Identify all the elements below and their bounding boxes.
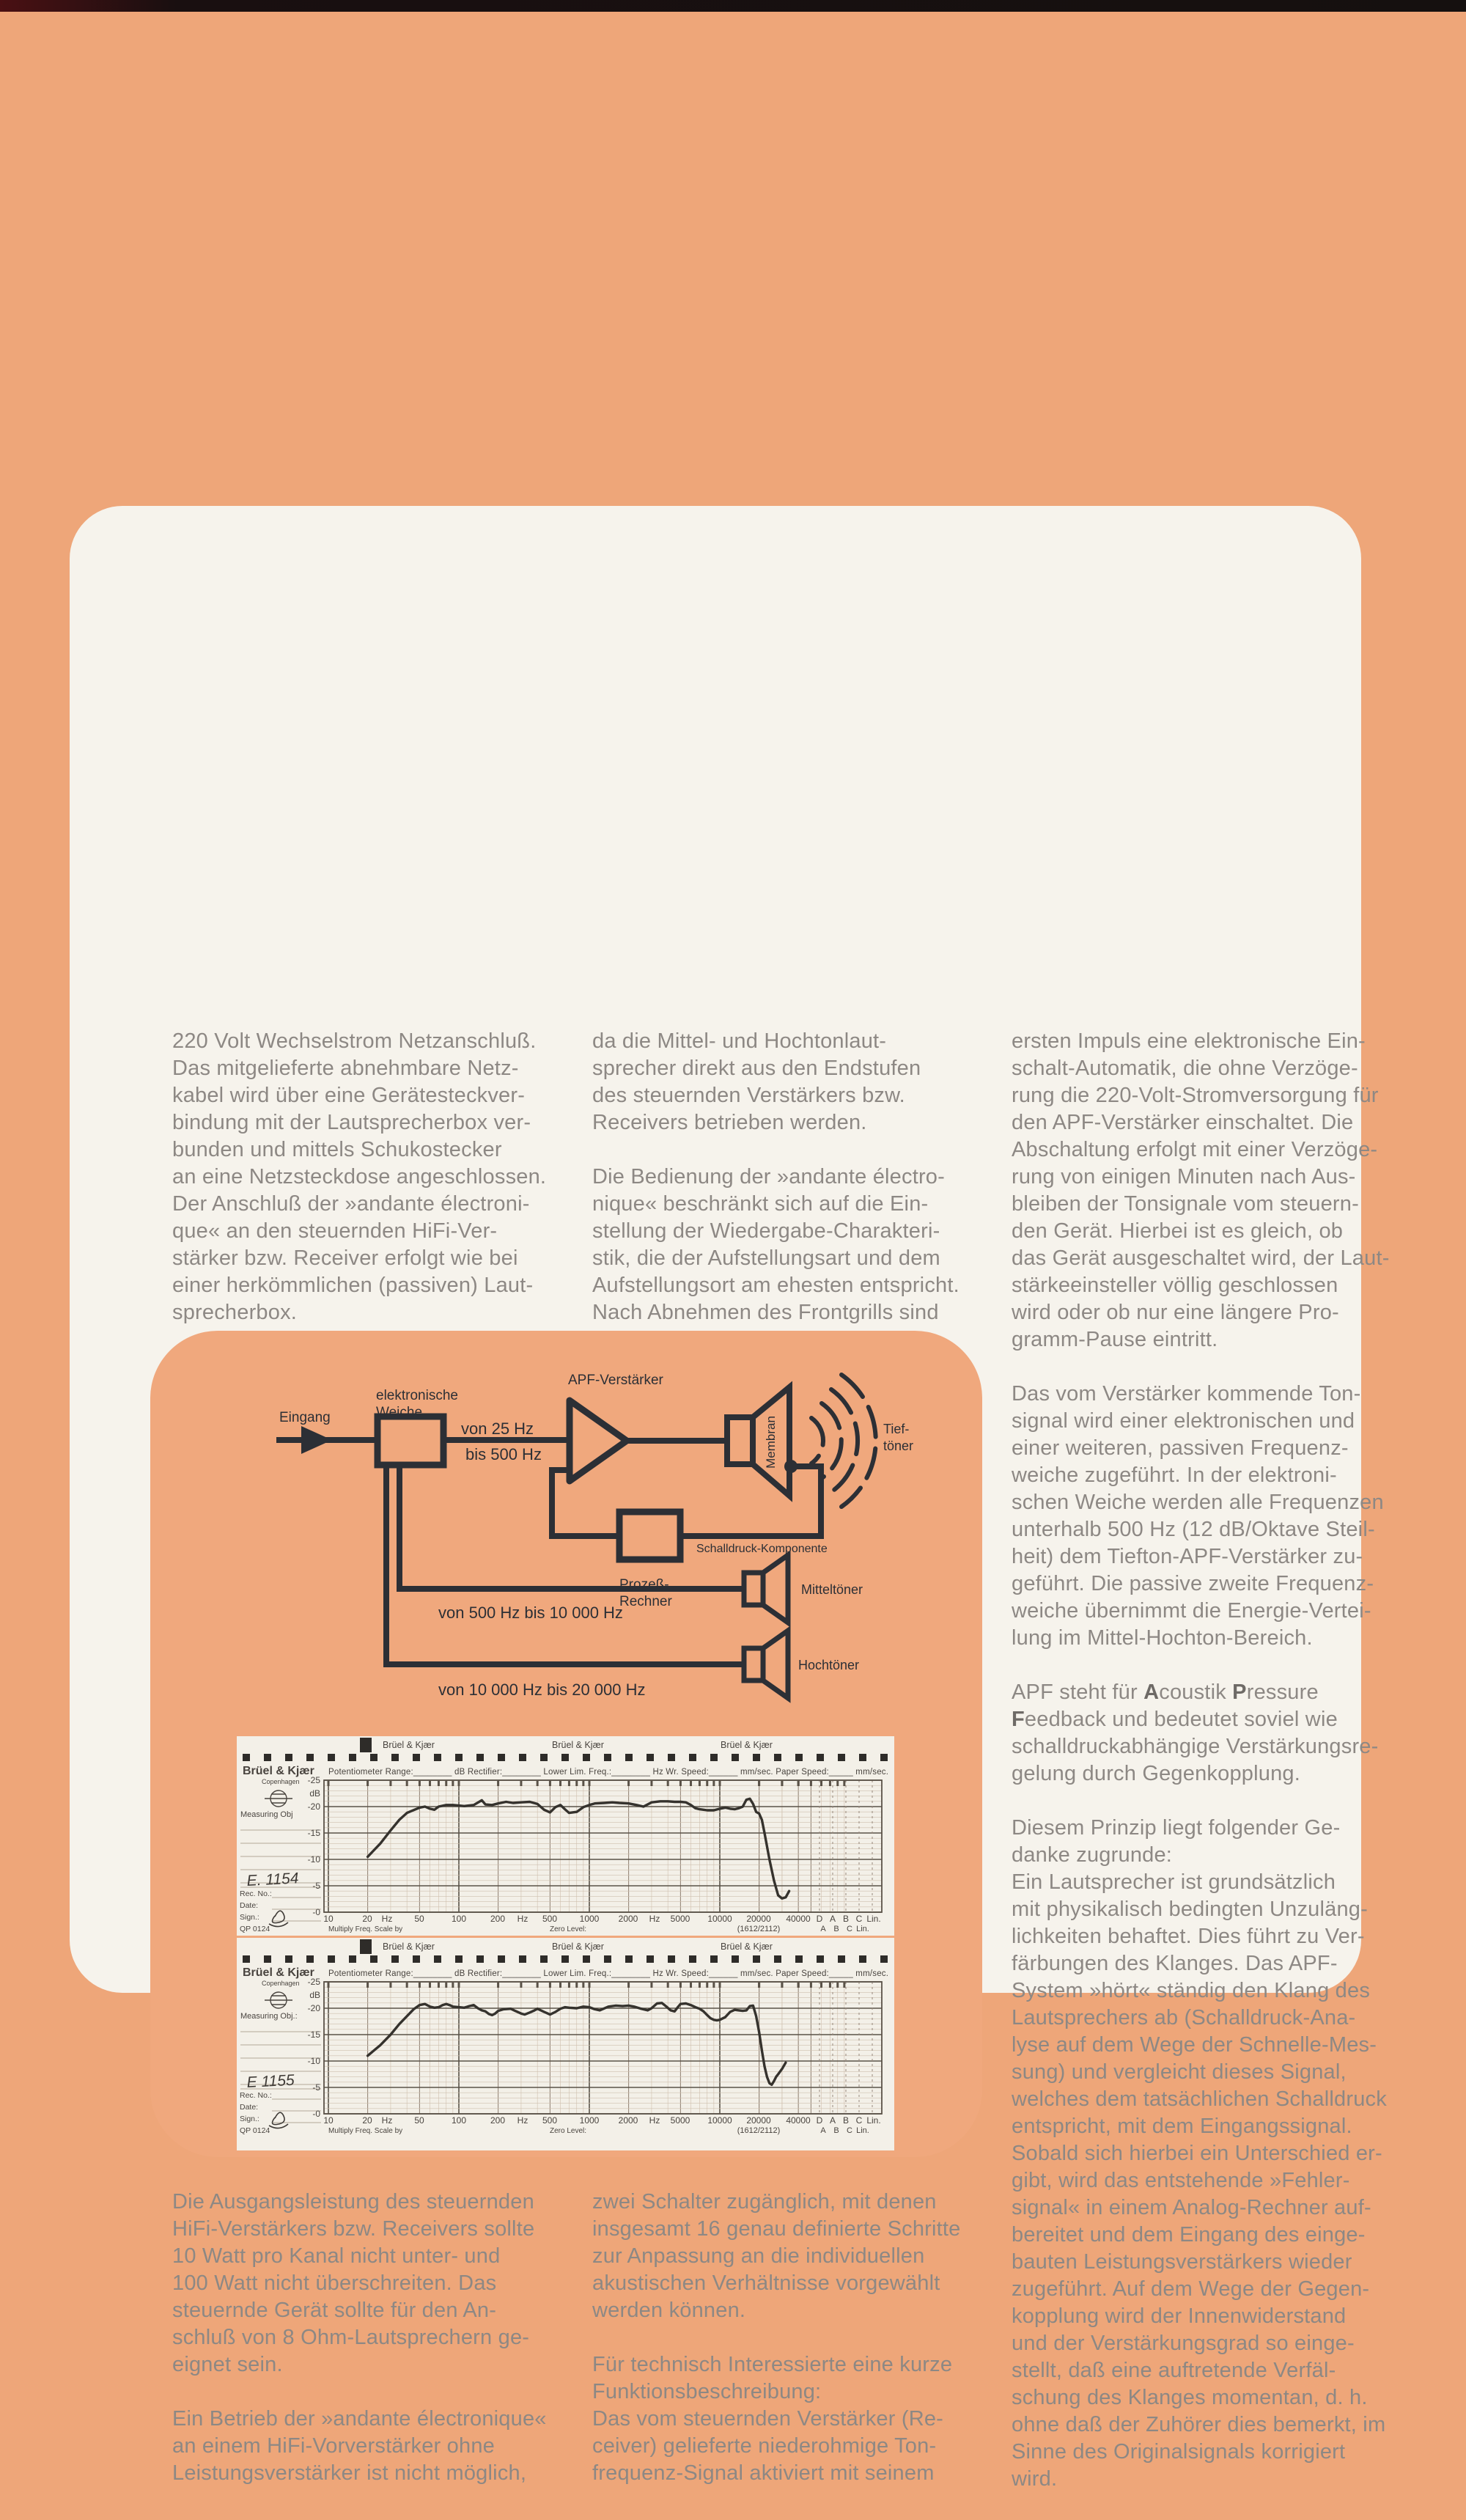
label-eingang: Eingang [279, 1410, 331, 1425]
label-apf: APF-Verstärker [568, 1373, 663, 1388]
brand-label: Brüel & Kjær [243, 1966, 314, 1979]
paragraph: Das vom Verstärker kommende Ton- signal wird einer elektronischen und einer weiteren, passiven Frequenz- weiche zugeführt. In der elektroni- schen Weiche werden alle Frequenzen unterhalb 500 Hz (12 dB/Oktave Steil- heit) dem Tiefton-APF-Verstärker zu- geführt. Die passive zweite Frequenz- weiche übernimmt die Energie-Vertei- lung im Mittel-Hochton-Bereich. [1012, 1382, 1384, 1650]
form-field-label: Rec. No.: [240, 1889, 272, 1898]
label-tief-1: Tief- [883, 1422, 910, 1436]
svg-text:-5: -5 [312, 1881, 320, 1891]
column-bottom-left [172, 2189, 587, 2514]
svg-text:Lin.: Lin. [866, 2115, 881, 2126]
svg-text:-0: -0 [312, 1907, 320, 1917]
svg-text:Hz: Hz [517, 1914, 528, 1924]
svg-text:Lin.: Lin. [856, 2126, 869, 2135]
content-sheet [70, 506, 1390, 2491]
svg-text:5000: 5000 [670, 1914, 690, 1924]
label-mitteltoener: Mitteltöner [801, 1582, 863, 1597]
form-number-label: QP 0124 [240, 1925, 270, 1933]
svg-text:-15: -15 [307, 1828, 320, 1838]
handwritten-id: E 1155 [246, 2071, 295, 2091]
svg-text:-25: -25 [307, 1775, 320, 1785]
svg-text:B: B [833, 1925, 839, 1933]
paragraph: Die Ausgangsleistung des steuernden HiFi-Verstärkers bzw. Receivers sollte 10 Watt pro Kanal nicht unter- und 100 Watt nicht überschreiten. Das steuernde Gerät sollte für den An- schluß von 8 Ohm-Lautsprechern ge- eignet sein. [172, 2190, 535, 2376]
tweeter-speaker-icon [744, 1631, 788, 1698]
paragraph: da die Mittel- und Hochtonlaut- sprecher direkt aus den Endstufen des steuernden Verstärkers bzw. Receivers betrieben werden. [592, 1029, 921, 1134]
svg-text:C: C [847, 2126, 852, 2135]
bold-initial: A [1143, 1680, 1160, 1704]
svg-text:B: B [833, 2126, 839, 2135]
top-brand-label: Brüel & Kjær [721, 1740, 773, 1750]
svg-text:1000: 1000 [579, 1914, 600, 1924]
svg-text:-20: -20 [307, 1801, 320, 1812]
svg-text:-0: -0 [312, 2109, 320, 2119]
bk-flag-icon [360, 1738, 372, 1752]
svg-text:dB: dB [309, 1788, 320, 1799]
paragraph: Die Bedienung der »andante électro- nique« beschränkt sich auf die Ein- stellung der Wiedergabe-Charakteri- stik, die der Aufstellungsart und dem Aufstellungsort am ehesten entspricht. Nach Abnehmen des Frontgrills sind [592, 1165, 959, 1324]
svg-text:200: 200 [490, 2115, 506, 2126]
svg-text:Multiply Freq. Scale by: Multiply Freq. Scale by [328, 2127, 403, 2135]
form-field-label: Date: [240, 1901, 259, 1910]
svg-text:10000: 10000 [707, 1914, 732, 1924]
column-bottom-middle [592, 2189, 1000, 2514]
svg-text:200: 200 [490, 1914, 506, 1924]
input-arrow-icon [301, 1426, 332, 1454]
svg-text:50: 50 [414, 2115, 424, 2126]
form-field-label: Rec. No.: [240, 2091, 272, 2100]
label-von500: von 500 Hz bis 10 000 Hz [438, 1604, 623, 1622]
svg-text:20: 20 [362, 2115, 372, 2126]
svg-text:-10: -10 [307, 1854, 320, 1865]
chart-paper [237, 1736, 894, 1936]
svg-text:Hz: Hz [649, 2115, 660, 2126]
svg-text:A: A [829, 2115, 836, 2126]
form-field-label: Sign.: [240, 2115, 259, 2123]
bold-initial: F [1012, 1708, 1025, 1731]
pressure-sensor-dot [784, 1460, 798, 1473]
label-weiche-1: elektronische [376, 1388, 458, 1403]
label-prozess-2: Rechner [619, 1594, 672, 1609]
top-brand-label: Brüel & Kjær [383, 1740, 435, 1750]
svg-text:C: C [847, 1925, 852, 1933]
svg-text:Zero Level:: Zero Level: [550, 1925, 587, 1933]
measuring-obj-label: Measuring Obj.: [240, 2012, 298, 2021]
svg-text:-15: -15 [307, 2029, 320, 2040]
label-bis500: bis 500 Hz [465, 1445, 542, 1463]
bk-flag-icon [360, 1939, 372, 1954]
paragraph: zwei Schalter zugänglich, mit denen insgesamt 16 genau definierte Schritte zur Anpassung an die individuellen akustischen Verhältnisse vorgewählt werden können. [592, 2190, 961, 2322]
svg-text:Zero Level:: Zero Level: [550, 2127, 587, 2135]
svg-text:C: C [855, 2115, 863, 2126]
column-right [1012, 1028, 1416, 2520]
top-brand-label: Brüel & Kjær [383, 1942, 435, 1952]
svg-text:5000: 5000 [670, 2115, 690, 2126]
svg-text:20: 20 [362, 1914, 372, 1924]
svg-text:Hz: Hz [381, 2115, 393, 2126]
form-field-label: Date: [240, 2103, 259, 2112]
svg-text:B: B [842, 2115, 850, 2126]
top-brand-label: Brüel & Kjær [721, 1942, 773, 1952]
paragraph: Diesem Prinzip liegt folgender Ge- danke zugrunde: Ein Lautsprecher ist grundsätzlich mit physikalisch bedingten Unzuläng- lichkeiten behaftet. Dies führt zu Ver- färbungen des Klanges. Das APF- System »hört« ständig den Klang des Lautsprechers ab (Schalldruck-Ana- lyse auf dem Wege der Schnelle-Mes- sung) und vergleicht dieses Signal, welches dem tatsächlichen Schalldruck entspricht, mit dem Eingangssignal. Sobald sich hierbei ein Unterschied er- gibt, wird das entstehende »Fehler- signal« in einem Analog-Rechner auf- bereitet und dem Eingang des einge- bauten Leistungsverstärkers wieder zugeführt. Auf dem Wege der Gegen- kopplung wird der Innenwiderstand und der Verstärkungsgrad so einge- stellt, daß eine auftretende Verfäl- schung des Klanges momentan, d. h. ohne daß der Zuhörer dies bemerkt, im Sinne des Originalsignals korrigiert wird. [1012, 1816, 1387, 2491]
form-number-label: QP 0124 [240, 2126, 270, 2135]
svg-text:500: 500 [542, 2115, 558, 2126]
label-schalldruck: Schalldruck-Komponente [696, 1543, 828, 1555]
svg-text:20000: 20000 [746, 1914, 771, 1924]
svg-text:Lin.: Lin. [866, 1914, 881, 1924]
chart-header-label: Potentiometer Range:________ dB Rectifier:________ Lower Lim. Freq.:________ Hz Wr. Speed:______ mm/sec. Paper Speed:_____ mm/sec. [328, 1969, 889, 1978]
paragraph: Ein Betrieb der »andante électronique« an einem HiFi-Vorverstärker ohne Leistungsverstärker ist nicht möglich, [172, 2407, 547, 2485]
svg-text:D: D [816, 1914, 823, 1924]
label-hochtoener: Hochtöner [798, 1658, 860, 1672]
woofer-icon [727, 1387, 789, 1496]
label-prozess-1: Prozeß- [619, 1577, 669, 1593]
process-computer-box [619, 1512, 680, 1560]
label-tief-2: töner [883, 1439, 914, 1453]
svg-text:dB: dB [309, 1990, 320, 2000]
block-diagram [150, 1331, 982, 1741]
svg-text:D: D [816, 2115, 823, 2126]
svg-text:Multiply Freq. Scale by: Multiply Freq. Scale by [328, 1925, 403, 1933]
label-membran: Membran [764, 1416, 778, 1469]
top-brand-label: Brüel & Kjær [552, 1942, 604, 1952]
svg-text:Hz: Hz [649, 1914, 660, 1924]
label-von25: von 25 Hz [461, 1419, 534, 1438]
svg-text:100: 100 [451, 2115, 467, 2126]
svg-text:50: 50 [414, 1914, 424, 1924]
paragraph: Für technisch Interessierte eine kurze Funktionsbeschreibung: Das vom steuernden Verstärker (Re- ceiver) gelieferte niederohmige Ton- frequenz-Signal aktiviert mit seinem [592, 2353, 953, 2485]
svg-text:-10: -10 [307, 2056, 320, 2066]
page-top-edge [0, 0, 1466, 12]
svg-text:A: A [820, 1925, 826, 1933]
label-von10000: von 10 000 Hz bis 20 000 Hz [438, 1680, 646, 1699]
column-top-left [172, 1028, 587, 1353]
svg-text:40000: 40000 [786, 1914, 811, 1924]
diagram-panel [150, 1331, 982, 2157]
svg-text:-25: -25 [307, 1977, 320, 1987]
svg-text:Hz: Hz [381, 1914, 393, 1924]
svg-text:100: 100 [451, 1914, 467, 1924]
svg-text:500: 500 [542, 1914, 558, 1924]
measuring-obj-label: Measuring Obj [240, 1810, 293, 1819]
top-brand-label: Brüel & Kjær [552, 1740, 604, 1750]
svg-text:1000: 1000 [579, 2115, 600, 2126]
svg-text:10: 10 [323, 1914, 334, 1924]
svg-text:A: A [829, 1914, 836, 1924]
bold-initial: P [1232, 1680, 1247, 1704]
svg-text:(1612/2112): (1612/2112) [737, 1925, 781, 1933]
handwritten-id: E. 1154 [246, 1870, 300, 1889]
paragraph: ersten Impuls eine elektronische Ein- schalt-Automatik, die ohne Verzöge- rung die 220-Volt-Stromversorgung für den APF-Verstärker einschaltet. Die Abschaltung erfolgt mit einer Verzöge- rung von einigen Minuten nach Aus- bleiben der Tonsignale vom steuern- den Gerät. Hierbei ist es gleich, ob das Gerät ausgeschaltet wird, der Laut- stärkeeinsteller völlig geschlossen wird oder ob nur eine längere Pro- gramm-Pause eintritt. [1012, 1029, 1390, 1351]
svg-text:20000: 20000 [746, 2115, 771, 2126]
midrange-speaker-icon [744, 1555, 788, 1623]
svg-text:-20: -20 [307, 2003, 320, 2013]
paragraph: APF steht für Acoustik Pressure Feedback und bedeutet soviel wie schalldruckabhängige Verstärkungsre- gelung durch Gegenkopplung. [1012, 1680, 1379, 1785]
brand-label: Brüel & Kjær [243, 1765, 314, 1777]
form-field-label: Sign.: [240, 1913, 259, 1922]
bk-chart-1 [237, 1736, 894, 1936]
brand-sub-label: Copenhagen [262, 1778, 300, 1785]
apf-amplifier-triangle [570, 1400, 627, 1481]
paragraph: 220 Volt Wechselstrom Netzanschluß. Das mitgelieferte abnehmbare Netz- kabel wird über eine Gerätesteckver- bindung mit der Lautsprecherbox ver- bunden und mittels Schukostecker an eine Netzsteckdose angeschlossen. Der Anschluß der »andante électroni- que« an den steuernden HiFi-Ver- stärker bzw. Receiver erfolgt wie bei einer herkömmlichen (passiven) Laut- sprecherbox. [172, 1029, 547, 1324]
svg-text:10000: 10000 [707, 2115, 732, 2126]
svg-text:2000: 2000 [618, 2115, 638, 2126]
column-top-middle [592, 1028, 981, 1353]
svg-text:-5: -5 [312, 2082, 320, 2093]
svg-text:40000: 40000 [786, 2115, 811, 2126]
svg-text:(1612/2112): (1612/2112) [737, 2126, 781, 2135]
chart-header-label: Potentiometer Range:________ dB Rectifier:________ Lower Lim. Freq.:________ Hz Wr. Speed:______ mm/sec. Paper Speed:_____ mm/sec. [328, 1768, 889, 1777]
svg-text:B: B [842, 1914, 850, 1924]
svg-text:Lin.: Lin. [856, 1925, 869, 1933]
label-weiche-2: Weiche [376, 1405, 423, 1420]
brand-sub-label: Copenhagen [262, 1980, 300, 1987]
svg-text:C: C [855, 1914, 863, 1924]
bk-chart-2 [237, 1938, 894, 2150]
svg-text:2000: 2000 [618, 1914, 638, 1924]
svg-text:A: A [820, 2126, 826, 2135]
svg-text:10: 10 [323, 2115, 334, 2126]
crossover-box [377, 1417, 443, 1465]
svg-text:Hz: Hz [517, 2115, 528, 2126]
